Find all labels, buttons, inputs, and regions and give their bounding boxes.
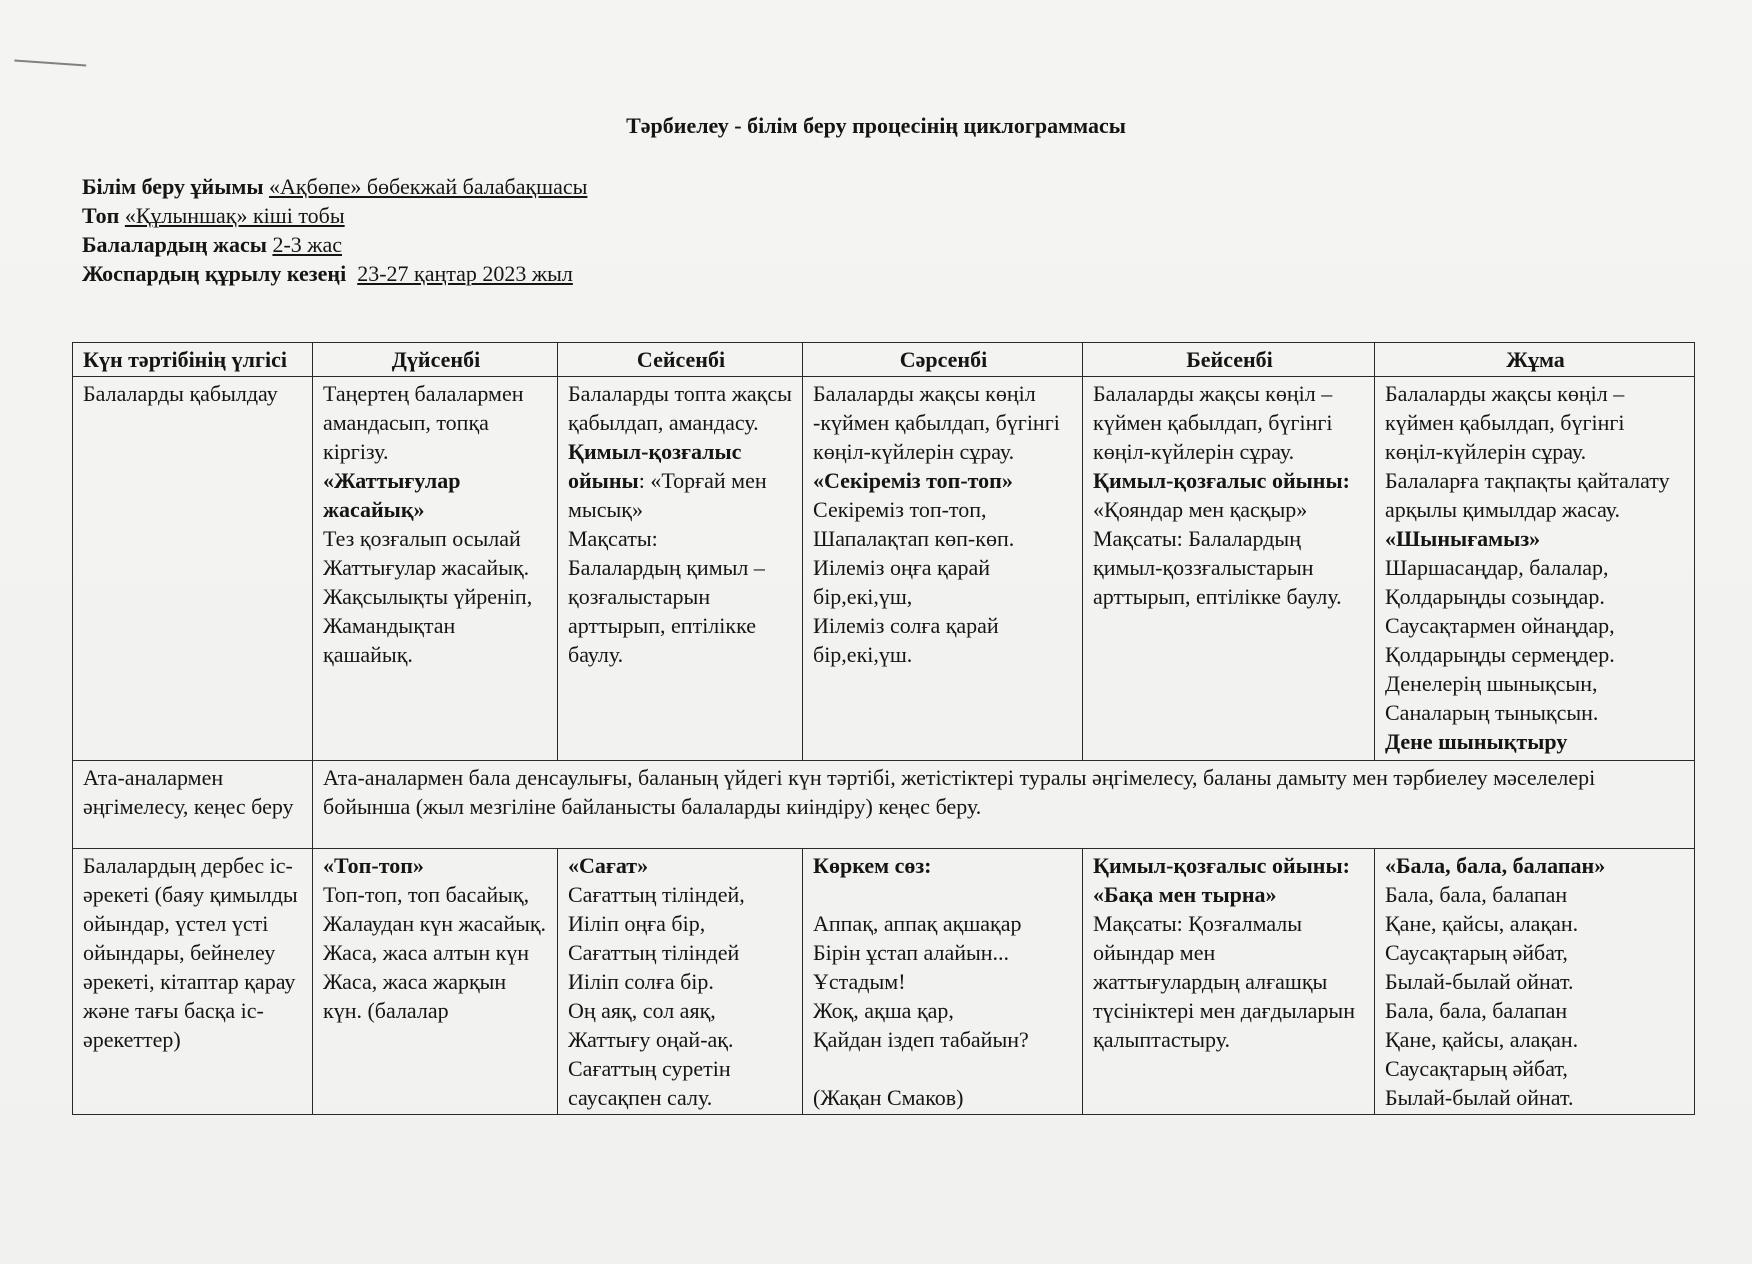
cell-text: Шапалақтап көп-көп. <box>813 526 1015 551</box>
header-wednesday: Сәрсенбі <box>803 343 1083 377</box>
cell-text: Қане, қайсы, алақан. <box>1385 911 1579 936</box>
row-label-reception: Балаларды қабылдау <box>73 377 313 761</box>
cell-heading: «Топ-топ» <box>323 853 424 878</box>
cell-reception-monday <box>313 377 558 761</box>
cell-text: Жаса, жаса жарқын күн. (балалар <box>323 969 507 1023</box>
cell-reception-friday <box>1375 377 1695 761</box>
cell-text: Жаттығулар жасайық. <box>323 555 530 580</box>
cell-independent-tuesday <box>558 849 803 1115</box>
cell-reception-thursday <box>1083 377 1375 761</box>
pen-mark <box>14 60 87 75</box>
cyclogram-table <box>72 342 1695 1115</box>
cell-text: (Жақан Смаков) <box>813 1085 964 1110</box>
cell-independent-thursday <box>1083 849 1375 1115</box>
cell-text: Балаларды топта жақсы қабылдап, амандасу. <box>568 381 792 435</box>
cell-heading: «Сағат» <box>568 853 649 878</box>
document-meta <box>82 172 587 288</box>
cell-heading: «Жаттығулар жасайық» <box>323 468 461 522</box>
cell-heading: Көркем сөз: <box>813 853 932 878</box>
cell-text: Оң аяқ, сол аяқ, <box>568 998 716 1023</box>
cell-text: Балаларды жақсы көңіл – күймен қабылдап, бүгінгі көңіл-күйлерін сұрау. <box>1093 381 1333 464</box>
cell-reception-tuesday <box>558 377 803 761</box>
meta-age-value: 2-3 жас <box>272 232 342 257</box>
cell-independent-wednesday <box>803 849 1083 1115</box>
cell-text: Ұстадым! <box>813 969 906 994</box>
cell-text: Саусақтарың әйбат, <box>1385 1056 1568 1081</box>
meta-group-label: Топ <box>82 203 120 228</box>
cell-heading: Қимыл-қозғалыс ойыны: <box>1093 468 1350 493</box>
cell-heading: «Шынығамыз» <box>1385 526 1541 551</box>
cell-text: Балаларды жақсы көңіл – күймен қабылдап, бүгінгі көңіл-күйлерін сұрау. <box>1385 381 1625 464</box>
cell-text: Мақсаты: <box>568 526 658 551</box>
cell-text: Мақсаты: Қозғалмалы ойындар мен жаттығулардың алғашқы түсініктері мен дағдыларын қалыптастыру. <box>1093 911 1355 1052</box>
cell-text: Аппақ, аппақ ақшақар <box>813 911 1022 936</box>
cell-heading: «Бақа мен тырна» <box>1093 882 1277 907</box>
header-tuesday: Сейсенбі <box>558 343 803 377</box>
cell-heading: Қимыл-қозғалыс ойыны: <box>1093 853 1350 878</box>
cell-heading: «Секіреміз топ-топ» <box>813 468 1013 493</box>
meta-group-value: «Құлыншақ» кіші тобы <box>124 203 345 228</box>
header-schedule: Күн тәртібінің үлгісі <box>73 343 313 377</box>
cell-text: Бірін ұстап алайын... <box>813 940 1010 965</box>
cell-text: Шаршасаңдар, балалар, <box>1385 555 1609 580</box>
cell-text: Саусақтармен ойнаңдар, <box>1385 613 1615 638</box>
meta-age-label: Балалардың жасы <box>82 232 267 257</box>
meta-period-value: 23-27 қаңтар 2023 жыл <box>357 261 573 286</box>
cell-text: Саусақтарың әйбат, <box>1385 940 1568 965</box>
cell-heading: «Бала, бала, балапан» <box>1385 853 1606 878</box>
table-row-parents <box>73 761 1695 849</box>
spacer <box>813 880 1074 909</box>
cell-text: Қане, қайсы, алақан. <box>1385 1027 1579 1052</box>
cell-text: : «Торғай мен мысық» <box>568 468 767 522</box>
cell-text: Иіліп солға бір. <box>568 969 714 994</box>
table-row-independent <box>73 849 1695 1115</box>
header-friday: Жұма <box>1375 343 1695 377</box>
cell-text: Жалаудан күн жасайық. <box>323 911 547 936</box>
cell-text: Топ-топ, топ басайық, <box>323 882 530 907</box>
table-row-reception <box>73 377 1695 761</box>
cell-text: Сағаттың тіліндей, <box>568 882 745 907</box>
cell-text: Жақсылықты үйреніп, <box>323 584 533 609</box>
cell-text: Сағаттың суретін саусақпен салу. <box>568 1056 731 1110</box>
meta-organization-label: Білім беру ұйымы <box>82 174 264 199</box>
cell-text: Тез қозғалып осылай <box>323 526 521 551</box>
cell-text: Иілеміз оңға қарай бір,екі,үш, <box>813 555 991 609</box>
cell-text: Таңертең балалармен амандасып, топқа кіргізу. <box>323 381 524 464</box>
row-label-parents: Ата-аналармен әңгімелесу, кеңес беру <box>73 761 313 849</box>
cell-text: Балаларға тақпақты қайталату арқылы қимылдар жасау. <box>1385 468 1670 522</box>
cell-text: Денелерің шынықсын, <box>1385 671 1598 696</box>
header-monday: Дүйсенбі <box>313 343 558 377</box>
cell-text: Иілеміз солға қарай бір,екі,үш. <box>813 613 999 667</box>
document-title: Тәрбиелеу - білім беру процесінің циклограммасы <box>626 113 1126 138</box>
cell-independent-monday <box>313 849 558 1115</box>
cell-text: Қолдарыңды сермеңдер. <box>1385 642 1615 667</box>
cell-text: Бала, бала, балапан <box>1385 882 1568 907</box>
cell-text: Қолдарыңды созыңдар. <box>1385 584 1605 609</box>
meta-period-label: Жоспардың құрылу кезеңі <box>82 261 347 286</box>
meta-group <box>82 201 587 230</box>
cell-heading: Дене шынықтыру <box>1385 729 1568 754</box>
cell-text: Сағаттың тіліндей <box>568 940 740 965</box>
cell-text: Бала, бала, балапан <box>1385 998 1568 1023</box>
cell-text: Қайдан іздеп табайын? <box>813 1027 1029 1052</box>
cell-text: Жамандықтан қашайық. <box>323 613 456 667</box>
cell-reception-wednesday <box>803 377 1083 761</box>
meta-age <box>82 230 587 259</box>
cell-text: Секіреміз топ-топ, <box>813 497 987 522</box>
meta-organization-value: «Ақбөпе» бөбекжай балабақшасы <box>269 174 588 199</box>
cell-text: «Қояндар мен қасқыр» <box>1093 497 1308 522</box>
cell-text: Былай-былай ойнат. <box>1385 1085 1574 1110</box>
cell-text: Саналарың тынықсын. <box>1385 700 1599 725</box>
cell-independent-friday <box>1375 849 1695 1115</box>
cell-text: Мақсаты: Балалардың қимыл-қоззғалыстарын арттырып, ептілікке баулу. <box>1093 526 1342 609</box>
cell-text: Жаттығу оңай-ақ. <box>568 1027 734 1052</box>
cell-text: Иіліп оңға бір, <box>568 911 706 936</box>
cell-text: Жаса, жаса алтын күн <box>323 940 530 965</box>
cell-parents-text: Ата-аналармен бала денсаулығы, баланың үйдегі күн тәртібі, жетістіктері туралы әңгімелесу, баланы дамыту мен тәрбиелеу мәселелері бойынша (жыл мезгіліне байланысты балаларды киіндіру) кеңес беру. <box>313 761 1695 849</box>
row-label-independent: Балалардың дербес іс-әрекеті (баяу қимылды ойындар, үстел үсті ойындары, бейнелеу әрекеті, кітаптар қарау және тағы басқа іс-әрекеттер) <box>73 849 313 1115</box>
table-header-row <box>73 343 1695 377</box>
header-thursday: Бейсенбі <box>1083 343 1375 377</box>
cell-text: Жоқ, ақша қар, <box>813 998 954 1023</box>
cell-text: Балаларды жақсы көңіл -күймен қабылдап, бүгінгі көңіл-күйлерін сұрау. <box>813 381 1060 464</box>
cell-text: Балалардың қимыл – қозғалыстарын арттырып, ептілікке баулу. <box>568 555 765 667</box>
cell-heading: Қимыл-қозғалыс ойыны <box>568 439 742 493</box>
cell-text: Былай-былай ойнат. <box>1385 969 1574 994</box>
spacer <box>813 1054 1074 1083</box>
meta-period <box>82 259 587 288</box>
meta-organization <box>82 172 587 201</box>
